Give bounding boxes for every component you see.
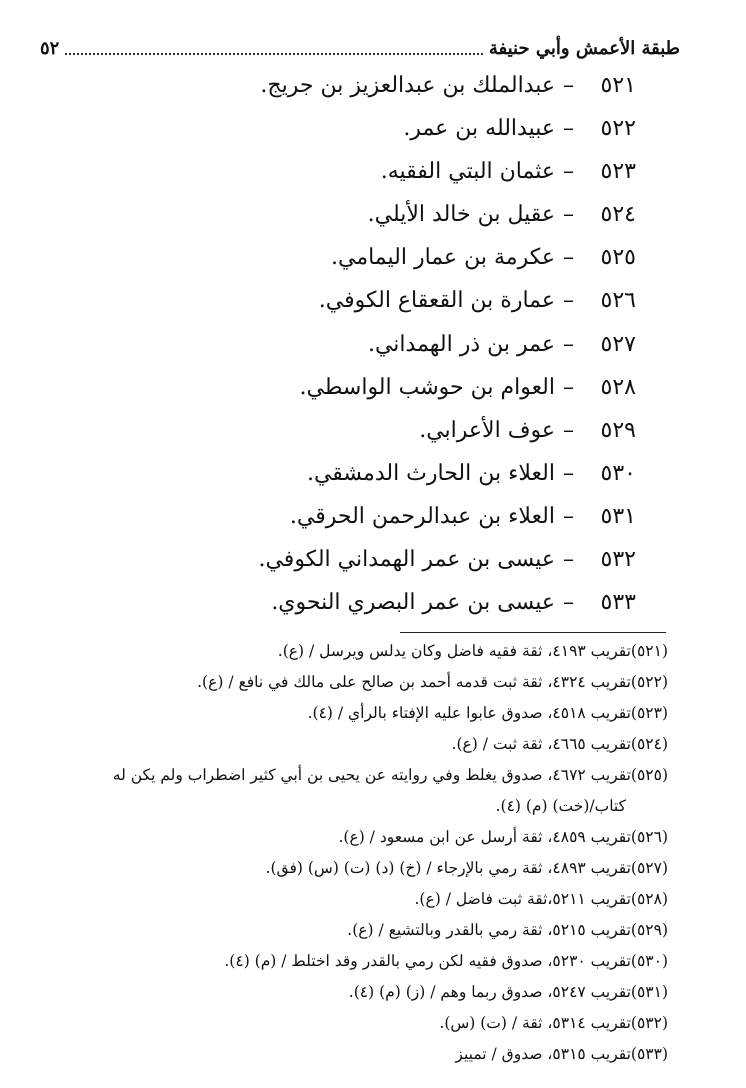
entry-name: عثمان البتي الفقيه. [380,159,555,185]
entry-dash: – [563,73,574,98]
entry-dash: – [563,202,574,228]
entry-dash: – [563,374,574,400]
entry-dash: – [563,159,574,185]
list-item [76,538,636,581]
entry-number: ٥٢٩ [600,417,636,443]
entry-dash: – [563,245,574,271]
footnote: (٥٢٨)تقريب ٥٢١١،ثقة ثبت فاضل / (ع). [414,890,668,908]
entry-dash: – [563,503,574,529]
entry-name: عبدالملك بن عبدالعزيز بن جريج. [260,73,555,98]
list-item [76,366,636,409]
entry-number: ٥٢٦ [600,288,636,314]
entry-dash: – [563,460,574,486]
footnote: (٥٢٣)تقريب ٤٥١٨، صدوق عابوا عليه الإفتاء بالرأي / (٤). [307,704,668,722]
entry-name: عمر بن ذر الهمداني. [367,331,555,357]
entry-number: ٥٢٣ [600,159,636,185]
entry-number: ٥٢٧ [600,331,636,357]
list-item [76,107,636,150]
entry-name: العلاء بن عبدالرحمن الحرقي. [289,503,555,529]
entry-number: ٥٢٨ [600,374,636,400]
footnotes [28,636,668,1070]
entry-number: ٥٣٢ [600,547,636,573]
footnote: (٥٣٣)تقريب ٥٣١٥، صدوق / تمييز [455,1045,668,1063]
entry-name: عكرمة بن عمار اليمامي. [330,245,555,271]
footnote: (٥٣٠)تقريب ٥٢٣٠، صدوق فقيه لكن رمي بالقدر وقد اختلط / (م) (٤). [224,952,668,970]
entry-number: ٥٢٥ [600,245,636,271]
entry-dash: – [563,590,574,616]
entry-name: العلاء بن الحارث الدمشقي. [306,460,555,486]
footnote: (٥٢٧)تقريب ٤٨٩٣، ثقة رمي بالإرجاء / (خ) (د) (ت) (س) (فق). [265,859,668,877]
list-item [76,150,636,193]
entry-dash: – [563,417,574,443]
footnote: (٥٣٢)تقريب ٥٣١٤، ثقة / (ت) (س). [439,1014,668,1032]
entry-dash: – [563,547,574,573]
list-item [76,581,636,624]
list-item [76,193,636,236]
entry-name: عوف الأعرابي. [419,417,555,443]
entry-number: ٥٣٣ [600,590,636,616]
list-item [76,323,636,366]
footnote: (٥٢٤)تقريب ٤٦٦٥، ثقة ثبت / (ع). [451,735,668,753]
running-header [40,30,680,66]
entry-number: ٥٢٤ [600,202,636,228]
entry-number: ٥٣٠ [600,460,636,486]
footnote: (٥٣١)تقريب ٥٢٤٧، صدوق ربما وهم / (ز) (م) (٤). [348,983,668,1001]
entry-name: عقيل بن خالد الأيلي. [367,202,555,228]
page-number: ٥٢ [40,37,60,59]
list-item [76,452,636,495]
footnote: (٥٢٥)تقريب ٤٦٧٢، صدوق يغلط وفي روايته عن يحيى بن أبي كثير اضطراب ولم يكن له [112,766,668,784]
footnote: (٥٢٦)تقريب ٤٨٥٩، ثقة أرسل عن ابن مسعود / (ع). [338,828,668,846]
narrator-list [76,64,636,624]
entry-name: العوام بن حوشب الواسطي. [299,374,555,400]
footnote-continuation: كتاب/(خت) (م) (٤). [495,797,626,815]
entry-name: عمارة بن القعقاع الكوفي. [318,288,555,314]
entry-dash: – [563,331,574,357]
entry-name: عيسى بن عمر الهمداني الكوفي. [258,547,555,573]
chapter-title: طبقة الأعمش وأبي حنيفة [488,37,680,59]
list-item [76,236,636,279]
entry-number: ٥٢٢ [600,116,636,142]
list-item [76,279,636,322]
list-item [76,409,636,452]
footnote: (٥٢١)تقريب ٤١٩٣، ثقة فقيه فاضل وكان يدلس ويرسل / (ع). [277,642,668,660]
entry-number: ٥٢١ [600,73,636,98]
footnote: (٥٢٢)تقريب ٤٣٢٤، ثقة ثبت قدمه أحمد بن صالح على مالك في نافع / (ع). [197,673,668,691]
entry-dash: – [563,116,574,142]
header-leader-dots [65,41,483,55]
footnote-separator [400,632,666,633]
entry-name: عبيدالله بن عمر. [403,116,555,142]
list-item [76,495,636,538]
footnote: (٥٢٩)تقريب ٥٢١٥، ثقة رمي بالقدر وبالتشيع / (ع). [347,921,668,939]
entry-dash: – [563,288,574,314]
list-item [76,64,636,107]
entry-number: ٥٣١ [600,503,636,529]
entry-name: عيسى بن عمر البصري النحوي. [271,590,555,616]
